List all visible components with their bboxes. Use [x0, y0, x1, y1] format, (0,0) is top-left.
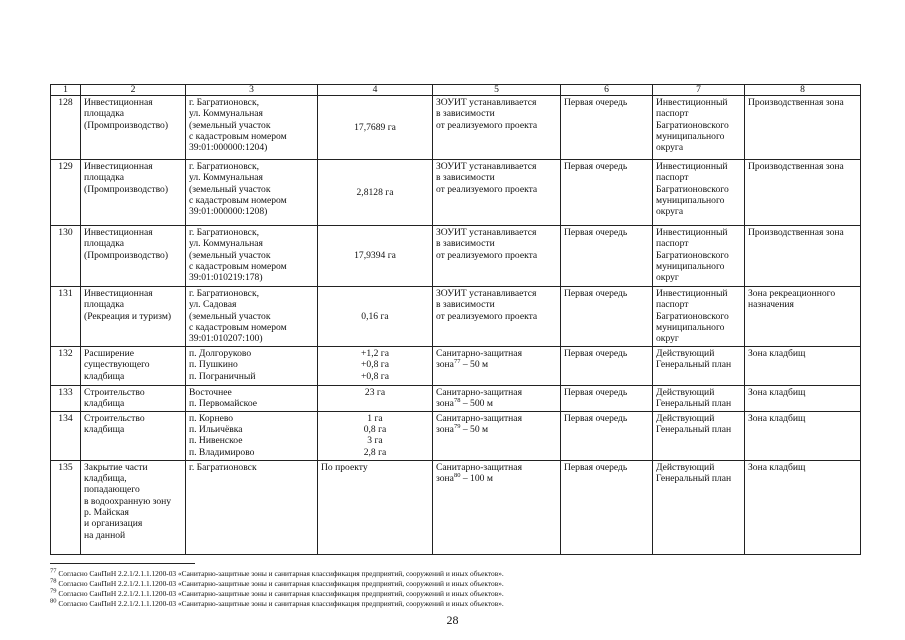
functional-zone: Зона кладбищ [745, 460, 861, 554]
object-name: Инвестиционная площадка (Рекреация и туризм) [81, 287, 186, 347]
row-number: 134 [51, 411, 81, 460]
source-document: Действующий Генеральный план [653, 411, 745, 460]
row-number: 130 [51, 226, 81, 287]
table-row [51, 386, 861, 412]
restriction-zone [433, 386, 561, 412]
footnote-ref: 78 [453, 397, 461, 405]
zone-name: Санитарно-защитная зона [436, 461, 522, 484]
object-location: Восточнее п. Первомайское [186, 386, 318, 412]
column-number-2: 2 [81, 85, 186, 96]
table-row [51, 160, 861, 226]
object-area: 17,9394 га [318, 226, 433, 287]
page-number: 28 [446, 613, 459, 627]
implementation-phase: Первая очередь [561, 96, 653, 160]
zone-distance: – 50 м [460, 359, 489, 371]
footnote-mark: 79 [50, 587, 57, 595]
column-number-6: 6 [561, 85, 653, 96]
implementation-phase: Первая очередь [561, 226, 653, 287]
object-location: п. Корнево п. Ильичёвка п. Нивенское п. Владимирово [186, 411, 318, 460]
zone-distance: – 50 м [460, 423, 489, 435]
object-name: Расширение существующего кладбища [81, 347, 186, 386]
footnote-mark: 77 [50, 567, 57, 575]
table-row [51, 96, 861, 160]
restriction-zone: ЗОУИТ устанавливается в зависимости от реализуемого проекта [433, 96, 561, 160]
column-number-1: 1 [51, 85, 81, 96]
footnote-text: Согласно СанПиН 2.2.1/2.1.1.1200-03 «Санитарно-защитные зоны и санитарная классификация предприятий, сооружений и иных объектов». [56, 569, 504, 578]
object-area: По проекту [318, 460, 433, 554]
implementation-phase: Первая очередь [561, 386, 653, 412]
restriction-zone: ЗОУИТ устанавливается в зависимости от реализуемого проекта [433, 226, 561, 287]
row-number: 132 [51, 347, 81, 386]
functional-zone: Производственная зона [745, 226, 861, 287]
footnote-separator [50, 563, 195, 564]
column-number-7: 7 [653, 85, 745, 96]
table-row [51, 226, 861, 287]
table-row [51, 347, 861, 386]
footnote-text: Согласно СанПиН 2.2.1/2.1.1.1200-03 «Санитарно-защитные зоны и санитарная классификация предприятий, сооружений и иных объектов». [56, 579, 504, 588]
restriction-zone [433, 347, 561, 386]
footnote-ref: 79 [453, 422, 461, 430]
object-area: 0,16 га [318, 287, 433, 347]
row-number: 128 [51, 96, 81, 160]
zone-name: Санитарно-защитная зона [436, 348, 522, 371]
object-area: 17,7689 га [318, 96, 433, 160]
object-location: г. Багратионовск, ул. Садовая (земельный участок с кадастровым номером 39:01:010207:100) [186, 287, 318, 347]
row-number: 133 [51, 386, 81, 412]
footnote-mark: 78 [50, 577, 57, 585]
object-name: Строительство кладбища [81, 411, 186, 460]
implementation-phase: Первая очередь [561, 160, 653, 226]
object-location: г. Багратионовск, ул. Коммунальная (земельный участок с кадастровым номером 39:01:010219:178) [186, 226, 318, 287]
functional-zone: Производственная зона [745, 96, 861, 160]
restriction-zone: ЗОУИТ устанавливается в зависимости от реализуемого проекта [433, 287, 561, 347]
table-row [51, 411, 861, 460]
object-area: 1 га 0,8 га 3 га 2,8 га [318, 411, 433, 460]
functional-zone: Зона кладбищ [745, 386, 861, 412]
object-name: Инвестиционная площадка (Промпроизводство) [81, 226, 186, 287]
row-number: 131 [51, 287, 81, 347]
implementation-phase: Первая очередь [561, 287, 653, 347]
column-number-4: 4 [318, 85, 433, 96]
restriction-zone: ЗОУИТ устанавливается в зависимости от реализуемого проекта [433, 160, 561, 226]
source-document: Действующий Генеральный план [653, 386, 745, 412]
object-area: +1,2 га +0,8 га +0,8 га [318, 347, 433, 386]
zone-distance: – 100 м [460, 472, 493, 484]
column-number-3: 3 [186, 85, 318, 96]
object-location: п. Долгоруково п. Пушкино п. Пограничный [186, 347, 318, 386]
object-name: Строительство кладбища [81, 386, 186, 412]
object-area: 23 га [318, 386, 433, 412]
zone-name: Санитарно-защитная зона [436, 387, 522, 410]
implementation-phase: Первая очередь [561, 411, 653, 460]
footnote [50, 599, 830, 609]
object-area: 2,8128 га [318, 160, 433, 226]
header-row [51, 85, 861, 96]
source-document: Действующий Генеральный план [653, 460, 745, 554]
planned-objects-table [50, 84, 861, 555]
zone-name: Санитарно-защитная зона [436, 412, 522, 435]
zone-distance: – 500 м [460, 398, 493, 410]
row-number: 135 [51, 460, 81, 554]
table-row [51, 460, 861, 554]
source-document: Инвестиционный паспорт Багратионовского муниципального округа [653, 160, 745, 226]
row-number: 129 [51, 160, 81, 226]
object-location: г. Багратионовск, ул. Коммунальная (земельный участок с кадастровым номером 39:01:000000:1204) [186, 96, 318, 160]
footnote [50, 569, 830, 579]
functional-zone: Производственная зона [745, 160, 861, 226]
restriction-zone [433, 411, 561, 460]
source-document: Инвестиционный паспорт Багратионовского муниципального округ [653, 226, 745, 287]
footnote-mark: 80 [50, 597, 57, 605]
object-name: Инвестиционная площадка (Промпроизводство) [81, 96, 186, 160]
footnote-ref: 80 [453, 471, 461, 479]
column-number-8: 8 [745, 85, 861, 96]
footnote-text: Согласно СанПиН 2.2.1/2.1.1.1200-03 «Санитарно-защитные зоны и санитарная классификация предприятий, сооружений и иных объектов». [56, 599, 504, 608]
footnote-text: Согласно СанПиН 2.2.1/2.1.1.1200-03 «Санитарно-защитные зоны и санитарная классификация предприятий, сооружений и иных объектов». [56, 589, 504, 598]
implementation-phase: Первая очередь [561, 460, 653, 554]
source-document: Инвестиционный паспорт Багратионовского муниципального округ [653, 287, 745, 347]
source-document: Инвестиционный паспорт Багратионовского муниципального округа [653, 96, 745, 160]
functional-zone: Зона кладбищ [745, 411, 861, 460]
functional-zone: Зона кладбищ [745, 347, 861, 386]
restriction-zone [433, 460, 561, 554]
source-document: Действующий Генеральный план [653, 347, 745, 386]
footnotes [50, 569, 830, 609]
object-location: г. Багратионовск [186, 460, 318, 554]
table-row [51, 287, 861, 347]
functional-zone: Зона рекреационного назначения [745, 287, 861, 347]
object-location: г. Багратионовск, ул. Коммунальная (земельный участок с кадастровым номером 39:01:000000:1208) [186, 160, 318, 226]
implementation-phase: Первая очередь [561, 347, 653, 386]
footnote-ref: 77 [453, 358, 461, 366]
column-number-5: 5 [433, 85, 561, 96]
footnote [50, 589, 830, 599]
object-name: Закрытие части кладбища, попадающего в водоохранную зону р. Майская и организация на данной [81, 460, 186, 554]
object-name: Инвестиционная площадка (Промпроизводство) [81, 160, 186, 226]
footnote [50, 579, 830, 589]
